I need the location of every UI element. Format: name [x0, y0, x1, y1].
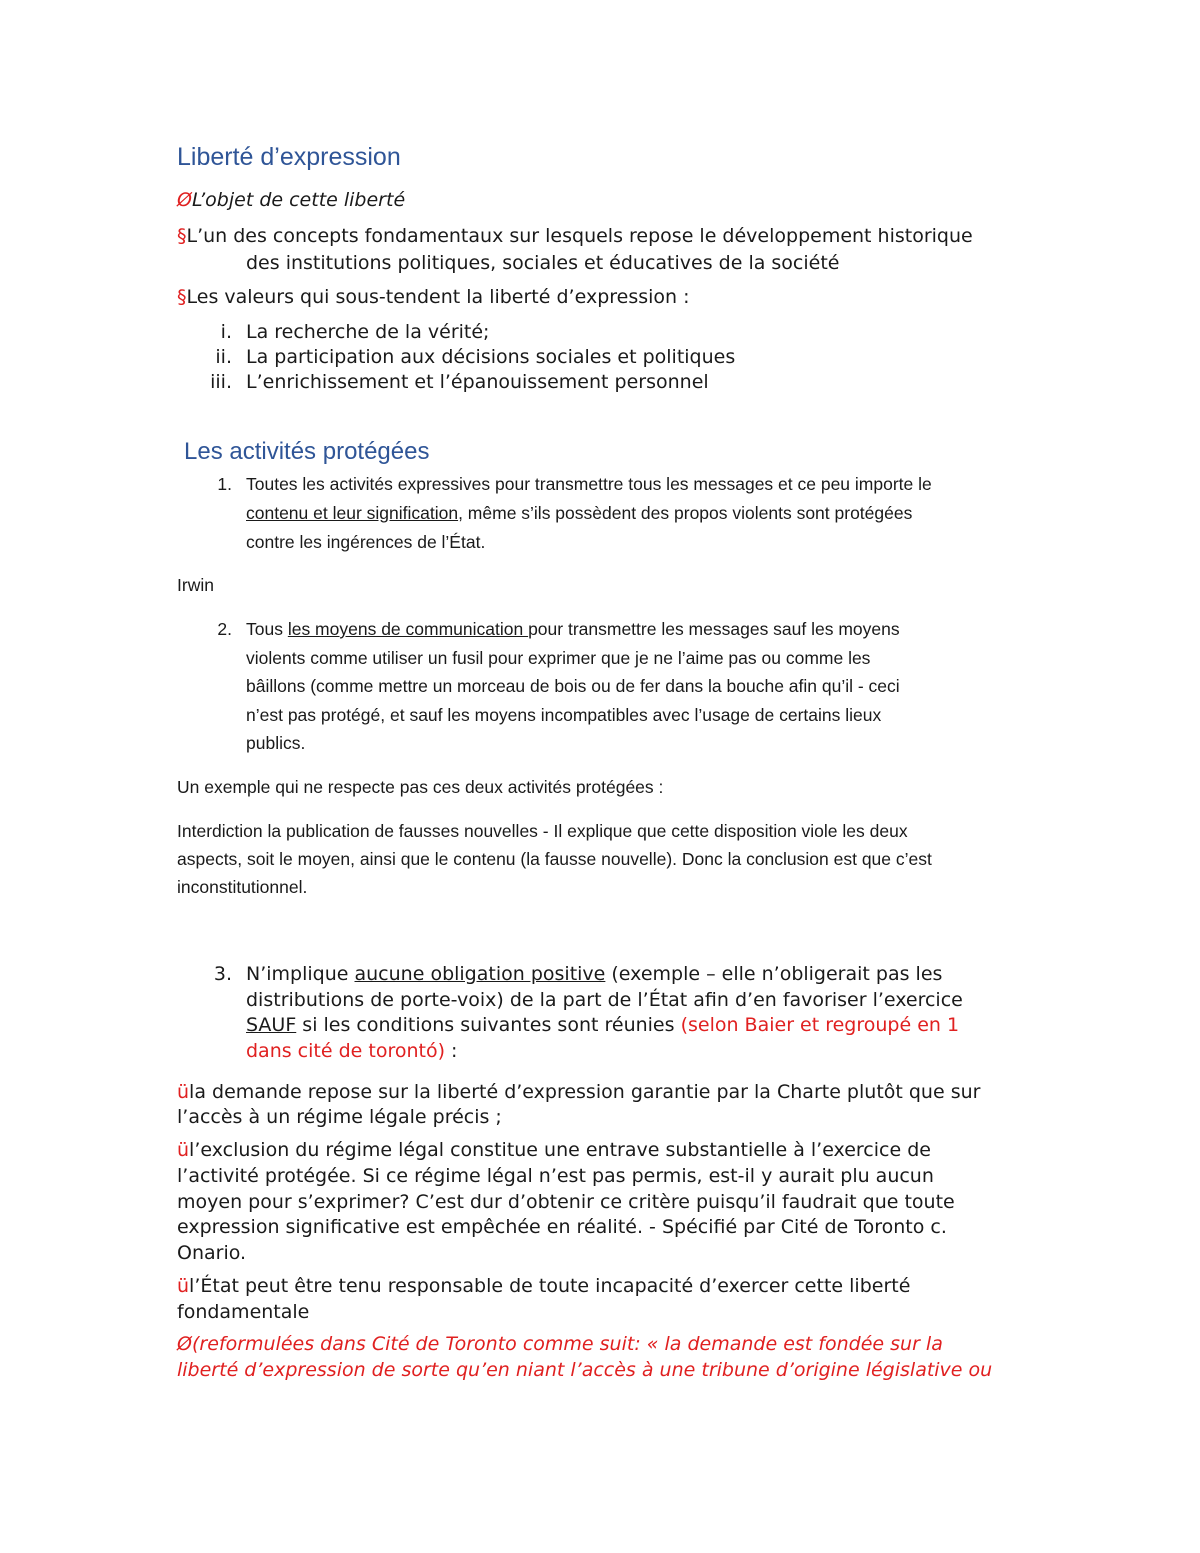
objet-text: L’objet de cette liberté	[191, 189, 406, 211]
numbered-item-3-line-3: SAUF si les conditions suivantes sont réunies (selon Baier et regroupé en 1	[246, 1014, 960, 1036]
list-item: iii. L’enrichissement et l’épanouissement personnel	[210, 371, 709, 393]
check-bullet-icon: ü	[177, 1139, 190, 1161]
interdiction-line-1: Interdiction la publication de fausses nouvelles - Il explique que cette disposition viole les deux	[177, 821, 908, 841]
condition-line: l’accès à un régime légale précis ;	[177, 1106, 502, 1128]
condition-item: ül’exclusion du régime légal constitue une entrave substantielle à l’exercice de	[177, 1139, 931, 1161]
numbered-item-2-line-2: violents comme utiliser un fusil pour exprimer que je ne l’aime pas ou comme les	[246, 648, 871, 668]
exemple-line: Un exemple qui ne respecte pas ces deux activités protégées :	[177, 777, 664, 797]
objet-line	[177, 189, 405, 211]
condition-item: ül’État peut être tenu responsable de toute incapacité d’exercer cette liberté	[177, 1275, 911, 1297]
numbered-item-2: 2. Tous les moyens de communication pour transmettre les messages sauf les moyens	[217, 619, 900, 639]
list-item: ii. La participation aux décisions sociales et politiques	[215, 346, 736, 368]
reformulees-line-1: Ø(reformulées dans Cité de Toronto comme suit: « la demande est fondée sur la	[177, 1333, 943, 1355]
condition-line: l’activité protégée. Si ce régime légal n’est pas permis, est-il y aurait plu aucun	[177, 1165, 934, 1187]
condition-line: fondamentale	[177, 1301, 310, 1323]
numbered-item-2-line-3: bâillons (comme mettre un morceau de bois ou de fer dans la bouche afin qu’il - ceci	[246, 676, 900, 696]
check-bullet-icon: ü	[177, 1081, 190, 1103]
numbered-item-1-line-3: contre les ingérences de l’État.	[246, 532, 486, 552]
condition-line: expression significative est empêchée en réalité. - Spécifié par Cité de Toronto c.	[177, 1216, 947, 1238]
condition-line: moyen pour s’exprimer? C’est dur d’obtenir ce critère puisqu’il faudrait que toute	[177, 1191, 955, 1213]
concept-line-2: des institutions politiques, sociales et éducatives de la société	[246, 252, 840, 274]
numbered-item-2-line-5: publics.	[246, 733, 306, 753]
condition-line: Onario.	[177, 1242, 247, 1264]
check-bullet-icon: ü	[177, 1275, 190, 1297]
numbered-item-3-line-2: distributions de porte-voix) de la part de l’État afin d’en favoriser l’exercice	[246, 989, 963, 1011]
case-name: Irwin	[177, 575, 214, 595]
numbered-item-3: 3. N’implique aucune obligation positive (exemple – elle n’obligerait pas les	[213, 963, 943, 985]
condition-item: üla demande repose sur la liberté d’expression garantie par la Charte plutôt que sur	[177, 1081, 981, 1103]
concept-line: §L’un des concepts fondamentaux sur lesquels repose le développement historique	[177, 225, 973, 247]
numbered-item-1-line-2: contenu et leur signification, même s’ils possèdent des propos violents sont protégées	[246, 503, 913, 523]
numbered-item-1: 1. Toutes les activités expressives pour transmettre tous les messages et ce peu importe le	[217, 474, 932, 494]
section-bullet-icon: §	[177, 225, 187, 247]
list-item: i. La recherche de la vérité;	[220, 321, 490, 343]
arrow-bullet-icon: Ø	[177, 189, 192, 211]
interdiction-line-2: aspects, soit le moyen, ainsi que le contenu (la fausse nouvelle). Donc la conclusion est que c’est	[177, 849, 932, 869]
reformulees-line-2: liberté d’expression de sorte qu’en niant l’accès à une tribune d’origine législative ou	[177, 1359, 993, 1381]
numbered-item-3-line-4: dans cité de torontó) :	[246, 1040, 458, 1062]
section-bullet-icon: §	[177, 286, 187, 308]
page-title: Liberté d’expression	[177, 143, 401, 171]
section-heading: Les activités protégées	[184, 438, 430, 465]
interdiction-line-3: inconstitutionnel.	[177, 877, 308, 897]
arrow-bullet-icon: Ø	[177, 1333, 192, 1355]
numbered-item-2-line-4: n’est pas protégé, et sauf les moyens incompatibles avec l’usage de certains lieux	[246, 705, 882, 725]
valeurs-line: §Les valeurs qui sous-tendent la liberté d’expression :	[177, 286, 690, 308]
